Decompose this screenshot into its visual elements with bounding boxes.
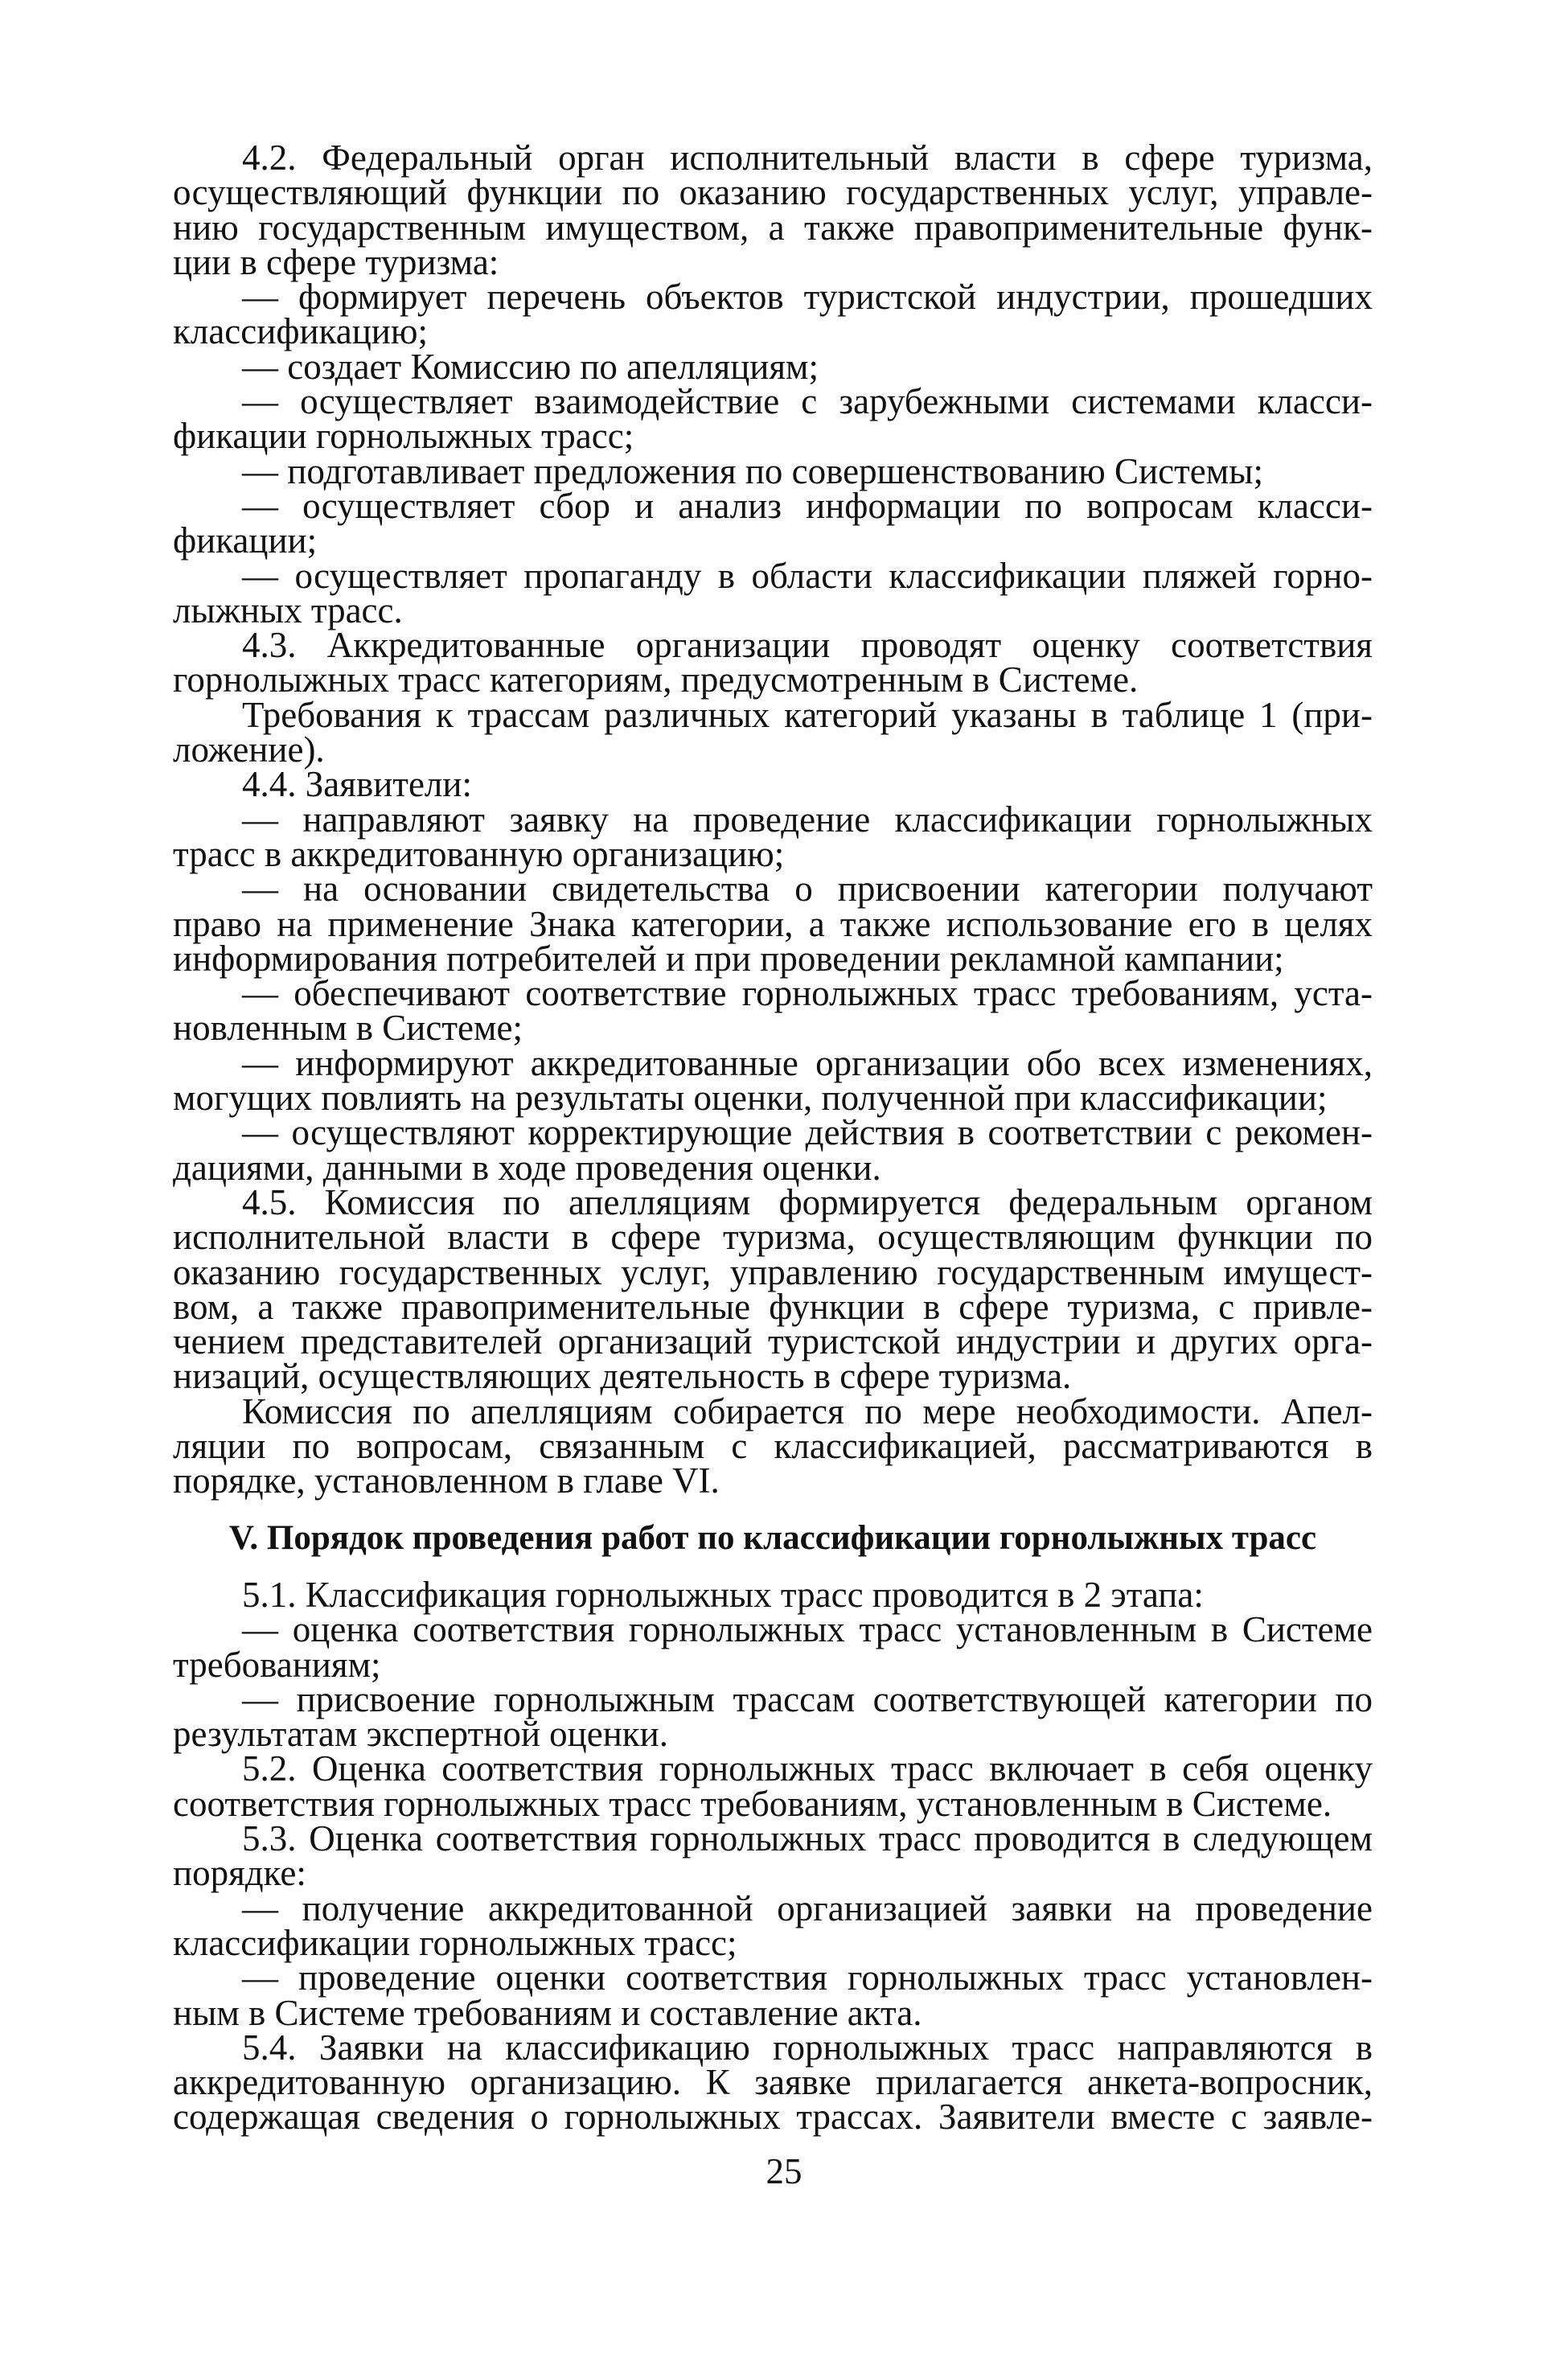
paragraph xyxy=(173,346,1373,387)
paragraph xyxy=(173,1887,1373,1963)
text-line: 5.1. Классификация горнолыжных трасс проводится в 2 этапа: xyxy=(242,1575,1204,1615)
paragraph xyxy=(173,1748,1373,1824)
paragraph xyxy=(173,1609,1373,1685)
text-line: лыжных трасс. xyxy=(173,589,403,630)
paragraph xyxy=(173,1181,1373,1397)
text-line: фикации горнолыжных трасс; xyxy=(173,416,634,457)
text-line: аккредитованную организацию. К заявке прилагается анкета-вопросник, xyxy=(173,2062,1373,2103)
page-number: 25 xyxy=(766,2151,802,2191)
text-line: требованиям; xyxy=(173,1644,381,1685)
paragraph xyxy=(173,485,1373,561)
paragraph xyxy=(173,799,1373,874)
text-line: Комиссия по апелляциям собирается по мере необходимости. Апел- xyxy=(242,1390,1373,1431)
text-line: 5.4. Заявки на классификацию горнолыжных трасс направляются в xyxy=(242,2027,1373,2068)
text-line: — обеспечивают соответствие горнолыжных трасс требованиям, уста- xyxy=(242,973,1373,1014)
text-line: — формирует перечень объектов туристской индустрии, прошедших xyxy=(242,277,1373,318)
text-line: — информируют аккредитованные организации обо всех изменениях, xyxy=(242,1042,1373,1083)
text-line: — осуществляет взаимодействие с зарубежными системами класси- xyxy=(242,381,1373,422)
text-line: 4.5. Комиссия по апелляциям формируется федеральным органом xyxy=(242,1181,1373,1222)
paragraph xyxy=(173,555,1373,630)
text-line: — на основании свидетельства о присвоении категории получают xyxy=(242,869,1373,910)
text-line: результатам экспертной оценки. xyxy=(173,1714,668,1755)
paragraph xyxy=(173,694,1373,770)
section-5-body xyxy=(173,1575,1373,2138)
paragraph xyxy=(173,1042,1373,1119)
text-line: 4.2. Федеральный орган исполнительный власти в сфере туризма, xyxy=(242,138,1373,178)
text-line: вом, а также правоприменительные функции в сфере туризма, с привле- xyxy=(173,1286,1373,1327)
text-line: классификации горнолыжных трасс; xyxy=(173,1922,737,1963)
text-line: — подготавливает предложения по совершенствованию Системы; xyxy=(242,450,1263,491)
paragraph xyxy=(173,450,1373,491)
text-line: право на применение Знака категории, а также использование его в целях xyxy=(173,903,1373,944)
paragraph xyxy=(173,381,1373,457)
text-line: — получение аккредитованной организацией заявки на проведение xyxy=(242,1887,1373,1928)
text-line: — осуществляет сбор и анализ информации по вопросам класси- xyxy=(242,485,1373,526)
text-line: — направляют заявку на проведение классификации горнолыжных xyxy=(242,799,1373,840)
text-line: 4.3. Аккредитованные организации проводят оценку соответствия xyxy=(242,625,1373,666)
paragraph xyxy=(173,625,1373,700)
text-line: — проведение оценки соответствия горнолыжных трасс установлен- xyxy=(242,1957,1373,1998)
paragraph xyxy=(173,1390,1373,1501)
paragraph xyxy=(173,1818,1373,1894)
paragraph xyxy=(173,1678,1373,1755)
text-line: — оценка соответствия горнолыжных трасс установленным в Системе xyxy=(242,1609,1373,1650)
paragraph xyxy=(173,973,1373,1049)
text-line: исполнительной власти в сфере туризма, осуществляющим функции по xyxy=(173,1217,1373,1258)
text-line: порядке, установленном в главе VI. xyxy=(173,1460,720,1501)
text-line: Требования к трассам различных категорий указаны в таблице 1 (при- xyxy=(242,694,1373,735)
paragraph xyxy=(173,138,1373,282)
text-line: горнолыжных трасс категориям, предусмотренным в Системе. xyxy=(173,659,1139,700)
text-line: дациями, данными в ходе проведения оценки. xyxy=(173,1147,881,1188)
text-line: фикации; xyxy=(173,520,318,561)
text-line: ляции по вопросам, связанным с классификацией, рассматриваются в xyxy=(173,1425,1373,1466)
text-line: низаций, осуществляющих деятельность в сфере туризма. xyxy=(173,1356,1072,1397)
text-line: ции в сфере туризма: xyxy=(173,241,499,282)
text-line: осуществляющий функции по оказанию государственных услуг, управле- xyxy=(173,172,1373,213)
paragraph xyxy=(173,869,1373,979)
text-line: 4.4. Заявители: xyxy=(242,764,472,805)
text-line: содержащая сведения о горнолыжных трассах. Заявители вместе с заявле- xyxy=(173,2097,1373,2138)
text-line: соответствия горнолыжных трасс требованиям, установленным в Системе. xyxy=(173,1783,1332,1824)
text-line: новленным в Системе; xyxy=(173,1008,523,1049)
text-line: порядке: xyxy=(173,1853,306,1894)
text-line: — присвоение горнолыжным трассам соответствующей категории по xyxy=(242,1678,1373,1719)
section-4-body xyxy=(173,138,1373,1501)
paragraph xyxy=(173,1957,1373,2033)
text-line: оказанию государственных услуг, управлению государственным имущест- xyxy=(173,1251,1373,1292)
paragraph xyxy=(173,764,1373,805)
text-line: могущих повлиять на результаты оценки, полученной при классификации; xyxy=(173,1078,1328,1119)
text-line: трасс в аккредитованную организацию; xyxy=(173,833,785,874)
text-line: чением представителей организаций туристской индустрии и других орга- xyxy=(173,1321,1373,1362)
text-line: классификацию; xyxy=(173,311,428,352)
text-line: ложение). xyxy=(173,729,325,770)
text-line: информирования потребителей и при проведении рекламной кампании; xyxy=(173,938,1284,979)
text-line: — осуществляют корректирующие действия в соответствии с рекомен- xyxy=(242,1112,1373,1153)
paragraph xyxy=(173,1575,1373,1615)
paragraph xyxy=(173,2027,1373,2138)
text-line: — создает Комиссию по апелляциям; xyxy=(242,346,819,387)
text-line: 5.2. Оценка соответствия горнолыжных трасс включает в себя оценку xyxy=(242,1748,1373,1789)
text-line: — осуществляет пропаганду в области классификации пляжей горно- xyxy=(242,555,1373,596)
text-line: ным в Системе требованиям и составление акта. xyxy=(173,1992,922,2033)
text-line: нию государственным имуществом, а также правоприменительные функ- xyxy=(173,207,1373,248)
paragraph xyxy=(173,277,1373,352)
text-line: 5.3. Оценка соответствия горнолыжных трасс проводится в следующем xyxy=(242,1818,1373,1859)
section-5-heading: V. Порядок проведения работ по классификации горнолыжных трасс xyxy=(228,1519,1317,1557)
paragraph xyxy=(173,1112,1373,1188)
